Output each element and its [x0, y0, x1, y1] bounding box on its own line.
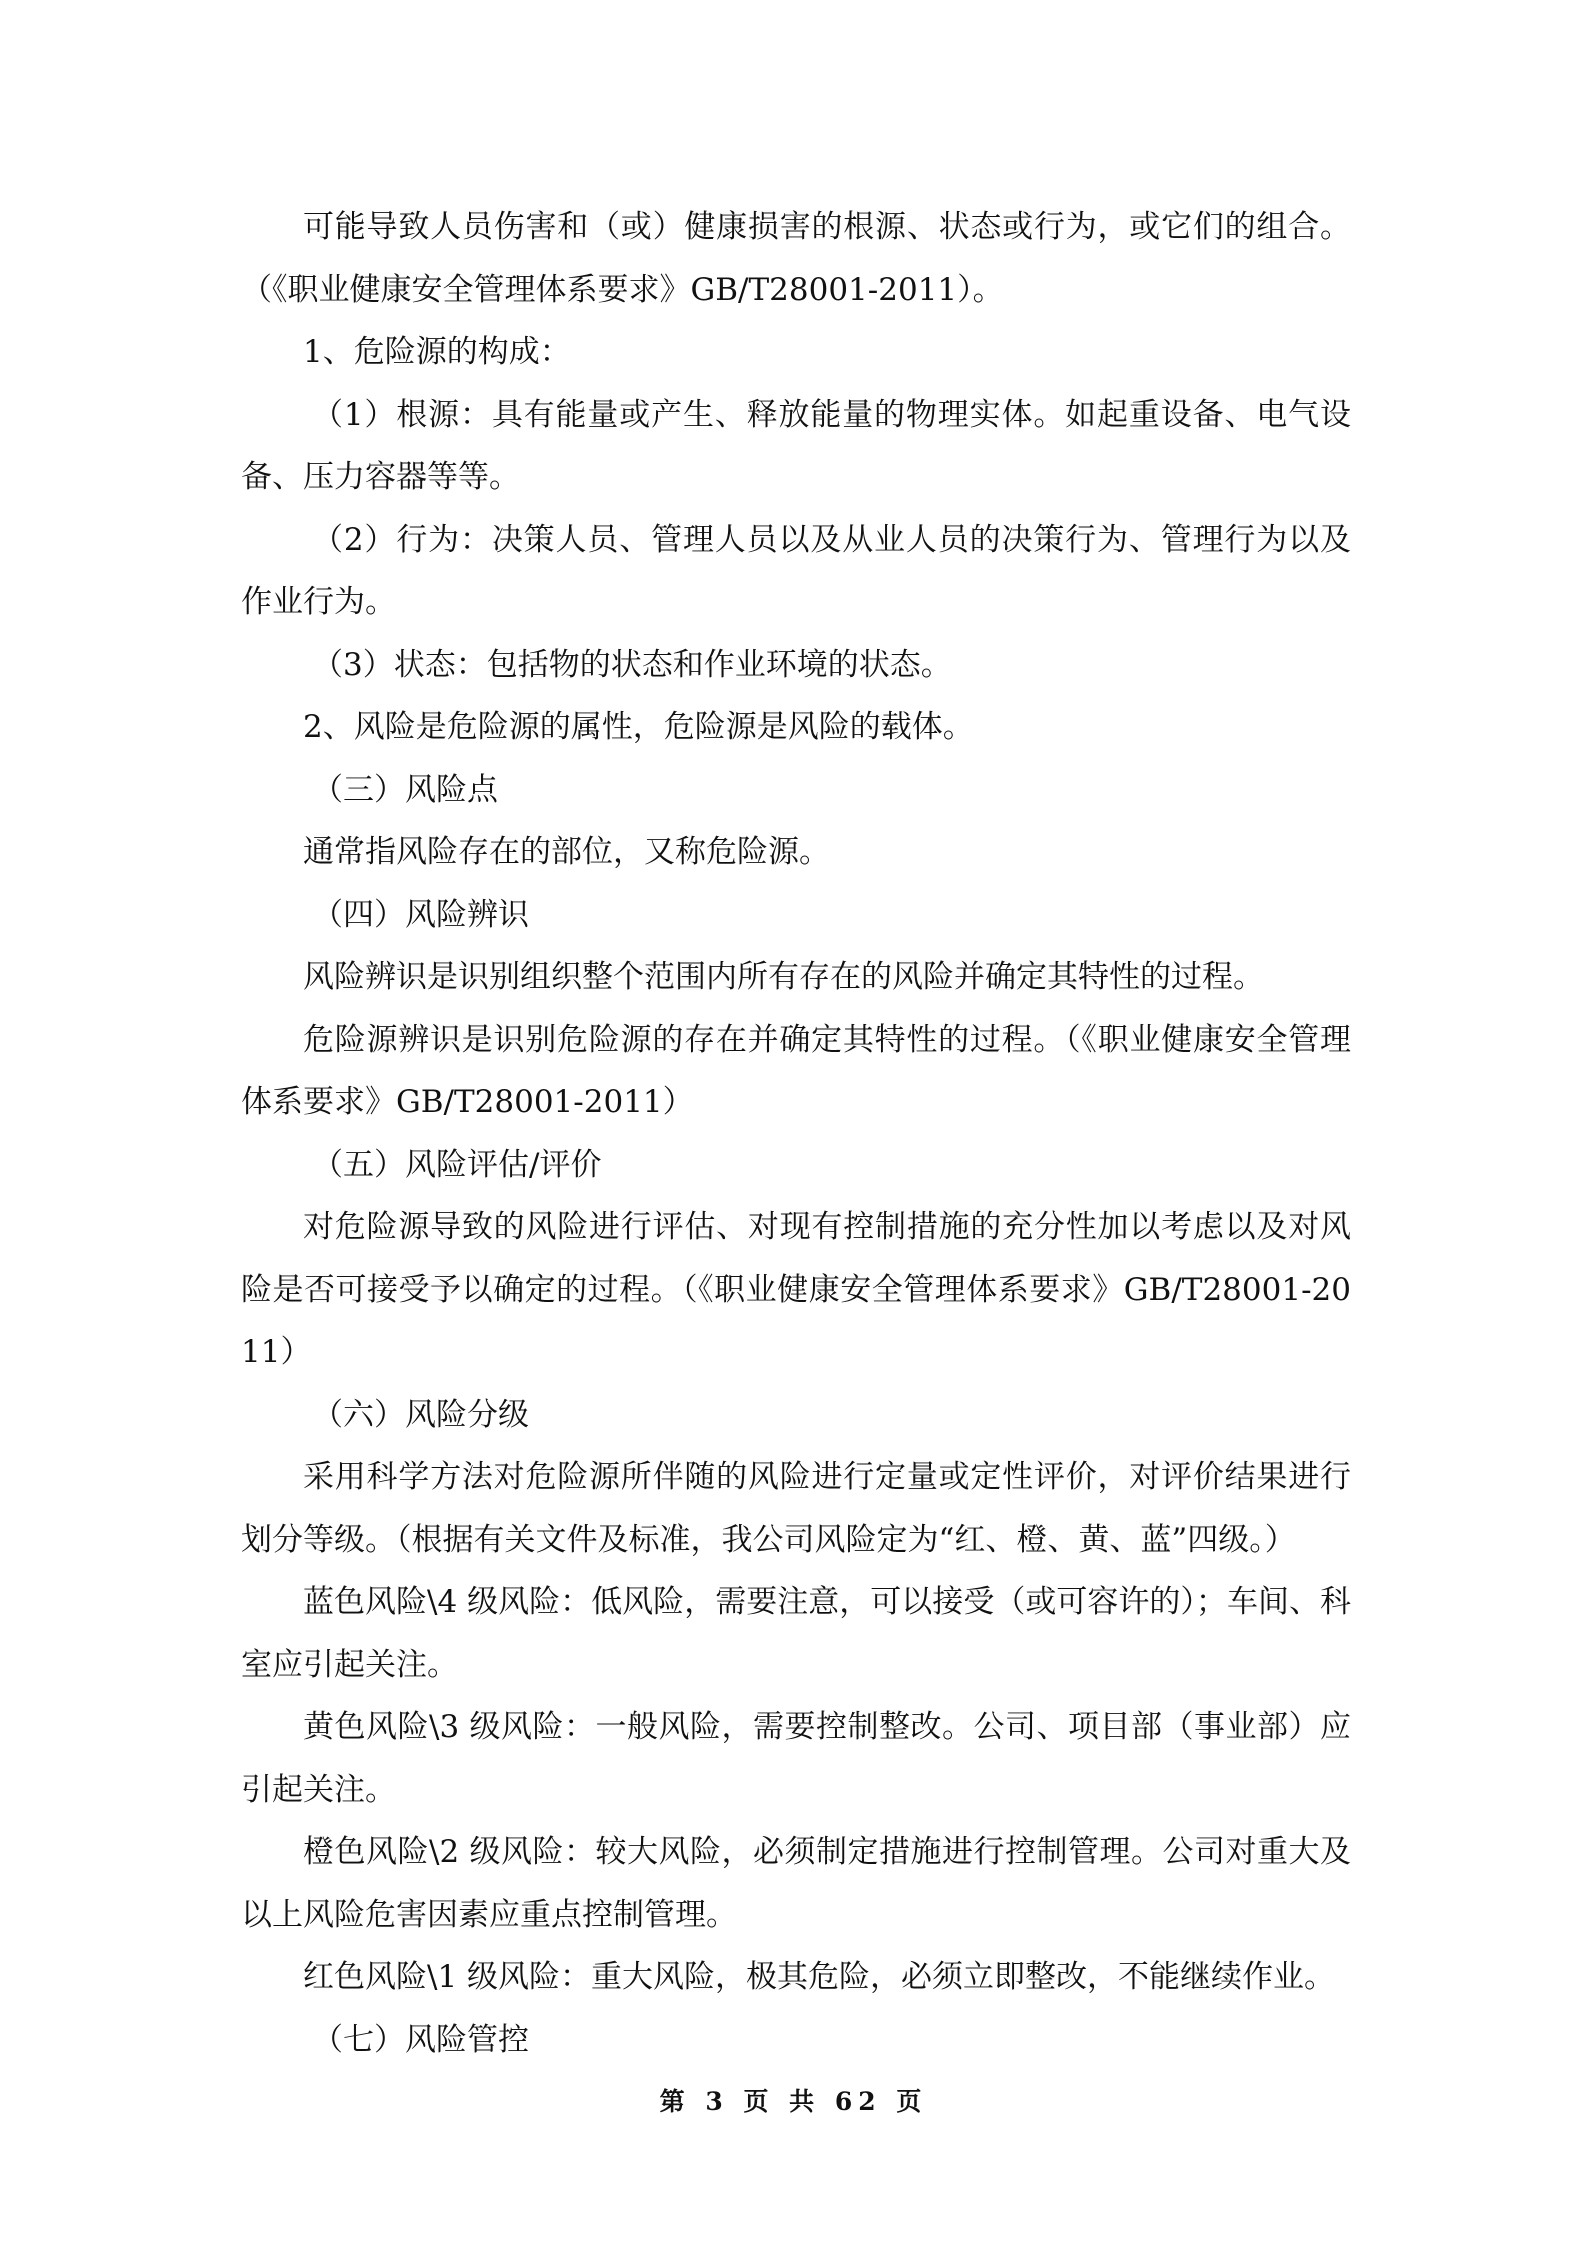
paragraph-risk-grading: 采用科学方法对危险源所伴随的风险进行定量或定性评价，对评价结果进行划分等级。（根据有关文件及标准，我公司风险定为“红、橙、黄、蓝”四级。）	[241, 1459, 1351, 1558]
paragraph-blue-risk: 蓝色风险\4 级风险：低风险，需要注意，可以接受（或可容许的）；车间、科室应引起关注。	[241, 1584, 1351, 1683]
paragraph-root-source: （1）根源：具有能量或产生、释放能量的物理实体。如起重设备、电气设备、压力容器等等。	[241, 396, 1351, 495]
paragraph-risk-point: 通常指风险存在的部位，又称危险源。	[303, 834, 830, 870]
paragraph-risk-assessment: 对危险源导致的风险进行评估、对现有控制措施的充分性加以考虑以及对风险是否可接受予以确定的过程。（《职业健康安全管理体系要求》GB/T28001-2011）	[241, 1209, 1351, 1370]
paragraph-orange-risk: 橙色风险\2 级风险：较大风险，必须制定措施进行控制管理。公司对重大及以上风险危害因素应重点控制管理。	[241, 1834, 1351, 1933]
paragraph-risk-attribute: 2、风险是危险源的属性，危险源是风险的载体。	[303, 709, 974, 745]
paragraph-risk-identification: 风险辨识是识别组织整个范围内所有存在的风险并确定其特性的过程。	[303, 959, 1264, 995]
paragraph-state: （3）状态：包括物的状态和作业环境的状态。	[312, 646, 952, 683]
paragraph-hazard-definition: 可能导致人员伤害和（或）健康损害的根源、状态或行为，或它们的组合。（《职业健康安全管理体系要求》GB/T28001-2011）。	[241, 209, 1351, 308]
paragraph-hazard-identification: 危险源辨识是识别危险源的存在并确定其特性的过程。（《职业健康安全管理体系要求》GB/T28001-2011）	[241, 1021, 1351, 1120]
heading-risk-identification: （四）风险辨识	[312, 896, 529, 933]
paragraph-red-risk: 红色风险\1 级风险：重大风险，极其危险，必须立即整改，不能继续作业。	[303, 1959, 1336, 1995]
paragraph-yellow-risk: 黄色风险\3 级风险：一般风险，需要控制整改。公司、项目部（事业部）应引起关注。	[241, 1709, 1351, 1808]
paragraph-behavior: （2）行为：决策人员、管理人员以及从业人员的决策行为、管理行为以及作业行为。	[241, 521, 1351, 620]
heading-risk-control: （七）风险管控	[312, 2021, 529, 2058]
heading-risk-point: （三）风险点	[312, 771, 498, 808]
heading-risk-grading: （六）风险分级	[312, 1396, 529, 1433]
page-footer: 第 3 页 共 62 页	[659, 2087, 928, 2116]
paragraph-hazard-composition-heading: 1、危险源的构成：	[303, 334, 571, 370]
document-body	[241, 196, 1351, 2071]
heading-risk-assessment: （五）风险评估/评价	[312, 1146, 602, 1183]
